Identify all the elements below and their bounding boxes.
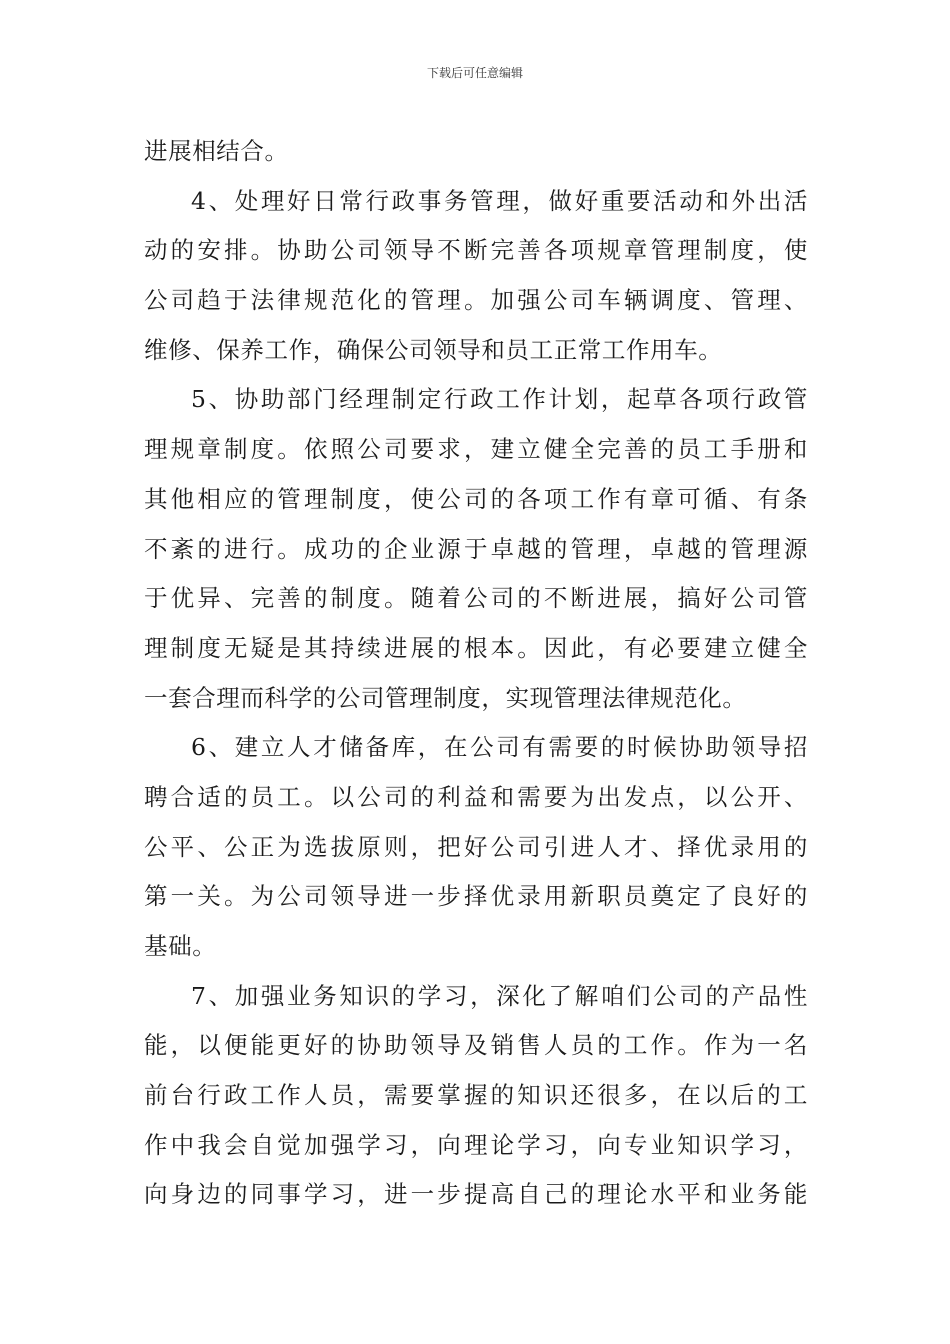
text-line: 理规章制度。依照公司要求，建立健全完善的员工手册和 bbox=[144, 435, 808, 464]
text-line: 于优异、完善的制度。随着公司的不断进展，搞好公司管 bbox=[144, 584, 808, 613]
page-header: 下载后可任意编辑 bbox=[426, 66, 523, 80]
text-line: 公平、公正为选拔原则，把好公司引进人才、择优录用的 bbox=[144, 832, 808, 861]
text-line: 作中我会自觉加强学习，向理论学习，向专业知识学习， bbox=[144, 1130, 808, 1159]
text-line: 维修、保养工作，确保公司领导和员工正常工作用车。 bbox=[144, 335, 723, 364]
text-line: 前台行政工作人员，需要掌握的知识还很多，在以后的工 bbox=[144, 1081, 808, 1110]
text-line: 向身边的同事学习，进一步提高自己的理论水平和业务能 bbox=[144, 1180, 808, 1209]
text-line: 公司趋于法律规范化的管理。加强公司车辆调度、管理、 bbox=[144, 286, 808, 315]
text-line: 基础。 bbox=[144, 932, 217, 960]
text-line: 聘合适的员工。以公司的利益和需要为出发点，以公开、 bbox=[144, 782, 808, 811]
text-line: 6、建立人才储备库，在公司有需要的时候协助领导招 bbox=[191, 733, 808, 762]
document-body bbox=[144, 127, 808, 1220]
text-line: 第一关。为公司领导进一步择优录用新职员奠定了良好的 bbox=[144, 882, 808, 911]
text-line: 5、协助部门经理制定行政工作计划，起草各项行政管 bbox=[191, 385, 808, 414]
text-line: 不紊的进行。成功的企业源于卓越的管理，卓越的管理源 bbox=[144, 534, 808, 563]
text-line: 4、处理好日常行政事务管理，做好重要活动和外出活 bbox=[191, 186, 808, 215]
text-line: 一套合理而科学的公司管理制度，实现管理法律规范化。 bbox=[144, 683, 747, 712]
text-line: 理制度无疑是其持续进展的根本。因此，有必要建立健全 bbox=[144, 633, 808, 662]
text-line: 能，以便能更好的协助领导及销售人员的工作。作为一名 bbox=[144, 1031, 808, 1060]
text-line: 动的安排。协助公司领导不断完善各项规章管理制度，使 bbox=[144, 236, 808, 265]
text-line: 进展相结合。 bbox=[144, 137, 289, 165]
text-line: 7、加强业务知识的学习，深化了解咱们公司的产品性 bbox=[191, 981, 808, 1010]
text-line: 其他相应的管理制度，使公司的各项工作有章可循、有条 bbox=[144, 484, 808, 513]
